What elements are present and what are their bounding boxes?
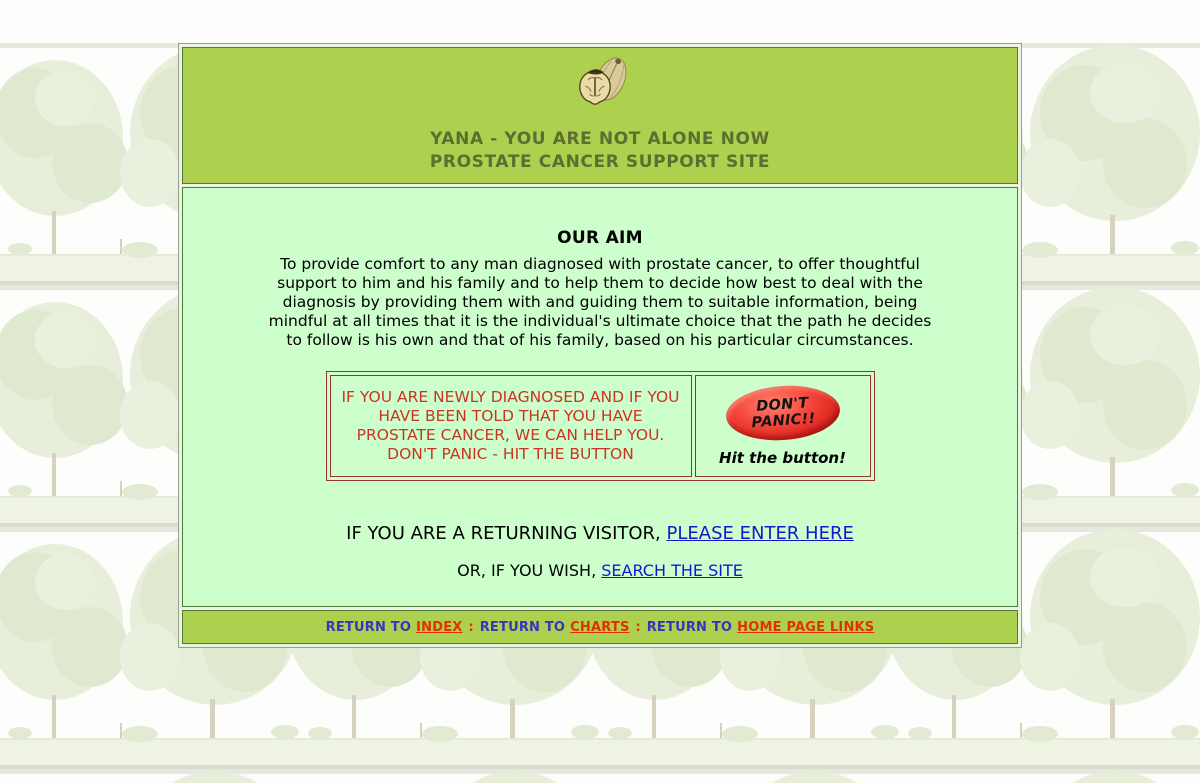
panic-message-cell — [330, 375, 692, 477]
panic-box — [326, 371, 875, 481]
returning-visitor-text: IF YOU ARE A RETURNING VISITOR, — [346, 523, 661, 544]
page-title-line2: PROSTATE CANCER SUPPORT SITE — [429, 152, 771, 172]
page-title-line1: YANA - YOU ARE NOT ALONE NOW — [430, 129, 770, 149]
footer-link-index[interactable]: INDEX — [416, 619, 463, 635]
dont-panic-button-label-top: DON'T — [755, 394, 809, 415]
page-body — [182, 187, 1018, 607]
search-site-line — [183, 561, 1017, 580]
footer-separator-1: : — [468, 619, 474, 635]
page-title — [183, 128, 1017, 174]
please-enter-here-link[interactable]: PLEASE ENTER HERE — [666, 523, 854, 544]
aim-paragraph: To provide comfort to any man diagnosed with prostate cancer, to offer thoughtful support to him and his family and to help them to decide how best to deal with the diagnosis by providing them with and guiding them to suitable information, being mindful at all times that it is the individual's ultimate choice that the path he decides to follow is his own and that of his family, based on his particular circumstances. — [268, 255, 932, 349]
dont-panic-button[interactable] — [724, 382, 841, 444]
aim-heading: OUR AIM — [557, 228, 643, 248]
panic-button-cell — [695, 375, 871, 477]
footer-return-text-2: RETURN TO — [479, 619, 566, 635]
hit-the-button-caption: Hit the button! — [719, 448, 846, 467]
footer-link-home-page-links[interactable]: HOME PAGE LINKS — [737, 619, 875, 635]
main-panel — [178, 43, 1022, 648]
walnut-icon — [568, 53, 632, 115]
footer-bar — [182, 610, 1018, 644]
dont-panic-button-label-bottom: PANIC!! — [750, 410, 816, 431]
footer-link-charts[interactable]: CHARTS — [570, 619, 630, 635]
search-site-text: OR, IF YOU WISH, — [457, 561, 597, 580]
search-the-site-link[interactable]: SEARCH THE SITE — [601, 561, 743, 580]
panic-message: IF YOU ARE NEWLY DIAGNOSED AND IF YOU HAVE BEEN TOLD THAT YOU HAVE PROSTATE CANCER, WE CAN HELP YOU. DON'T PANIC - HIT THE BUTTON — [341, 388, 680, 463]
footer-return-text-3: RETURN TO — [646, 619, 733, 635]
page-header — [182, 47, 1018, 184]
returning-visitor-line — [183, 523, 1017, 544]
footer-separator-2: : — [635, 619, 641, 635]
footer-return-text-1: RETURN TO — [325, 619, 412, 635]
